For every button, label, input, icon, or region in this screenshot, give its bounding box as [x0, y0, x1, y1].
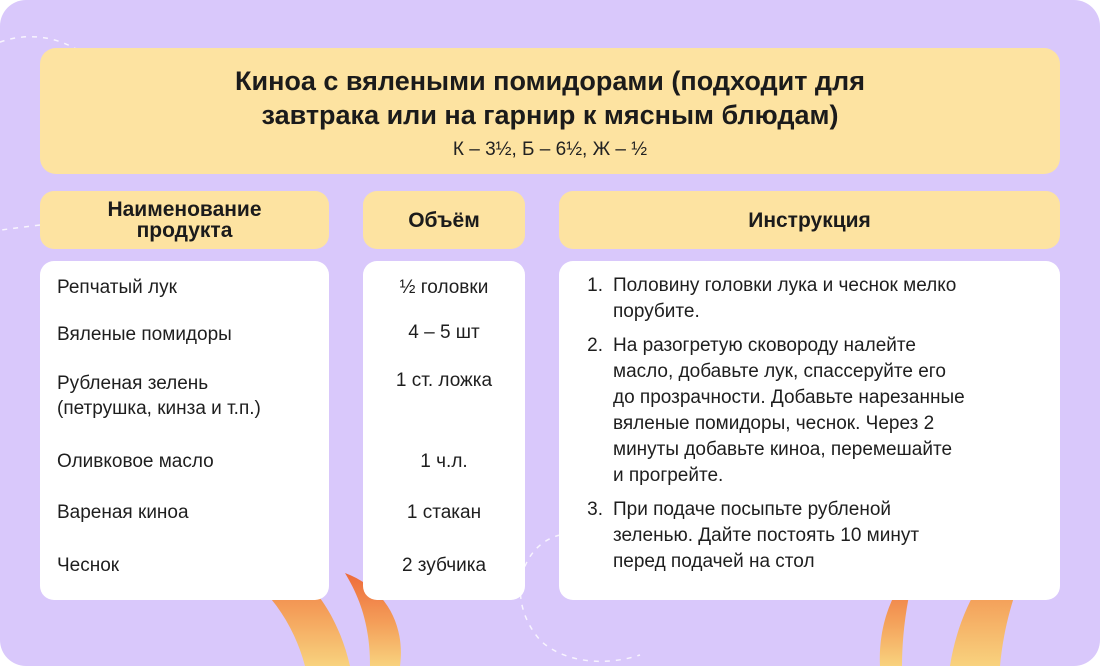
- volume-panel: [363, 261, 525, 600]
- step-number: 1.: [587, 275, 603, 296]
- step-line: порубите.: [613, 301, 700, 322]
- ingredient-name: Оливковое масло: [57, 451, 214, 472]
- step-line: зеленью. Дайте постоять 10 минут: [613, 525, 920, 546]
- volume-column-header: Объём: [363, 191, 525, 249]
- instruction-step: [581, 333, 1041, 489]
- step-line: минуты добавьте киноа, перемешайте: [613, 439, 953, 460]
- dashed-arc-left: [0, 225, 40, 232]
- step-text: [613, 273, 1041, 325]
- nutrition-info: К – 3½, Б – 6½, Ж – ½: [452, 139, 648, 160]
- step-line: и прогрейте.: [613, 465, 724, 486]
- instructions-panel: [559, 261, 1060, 600]
- ingredient-amount: 1 стакан: [406, 502, 482, 523]
- product-header-line-2: продукта: [136, 219, 233, 242]
- step-number: 3.: [587, 499, 603, 520]
- step-line: На разогретую сковороду налейте: [613, 335, 916, 356]
- recipe-title: [40, 64, 1060, 132]
- ingredient-amount: 4 – 5 шт: [408, 322, 480, 343]
- ingredient-amount: 1 ч.л.: [420, 451, 468, 472]
- step-line: масло, добавьте лук, спассеруйте его: [613, 361, 946, 382]
- step-number: 2.: [587, 335, 603, 356]
- title-line-1: Киноа с вялеными помидорами (подходит для: [235, 66, 865, 96]
- ingredient-name-line-2: (петрушка, кинза и т.п.): [57, 398, 261, 419]
- product-column-header: [40, 191, 329, 249]
- step-line: Половину головки лука и чеснок мелко: [613, 275, 957, 296]
- step-line: При подаче посыпьте рубленой: [613, 499, 892, 520]
- step-line: вяленые помидоры, чеснок. Через 2: [613, 413, 935, 434]
- step-line: до прозрачности. Добавьте нарезанные: [613, 387, 965, 408]
- instruction-step: [581, 273, 1041, 325]
- ingredient-name: Репчатый лук: [57, 277, 177, 298]
- ingredient-name: Чеснок: [57, 555, 120, 576]
- ingredients-panel: [40, 261, 329, 600]
- title-line-2: завтрака или на гарнир к мясным блюдам): [261, 100, 839, 130]
- instruction-steps: [581, 273, 1041, 583]
- ingredient-name-line-1: Рубленая зелень: [57, 373, 209, 394]
- step-text: [613, 497, 1041, 575]
- step-line: перед подачей на стол: [613, 551, 815, 572]
- ingredient-name: Вяленые помидоры: [57, 324, 232, 345]
- ingredient-amount: ½ головки: [399, 277, 489, 298]
- title-banner: [40, 48, 1060, 174]
- ingredient-name: Вареная киноа: [57, 502, 189, 523]
- ingredient-amount: 2 зубчика: [401, 555, 487, 576]
- step-text: [613, 333, 1041, 489]
- ingredient-amount: 1 ст. ложка: [395, 370, 493, 391]
- instruction-step: [581, 497, 1041, 575]
- instruction-column-header: Инструкция: [559, 191, 1060, 249]
- product-header-line-1: Наименование: [107, 198, 262, 221]
- ingredient-name: [57, 371, 261, 421]
